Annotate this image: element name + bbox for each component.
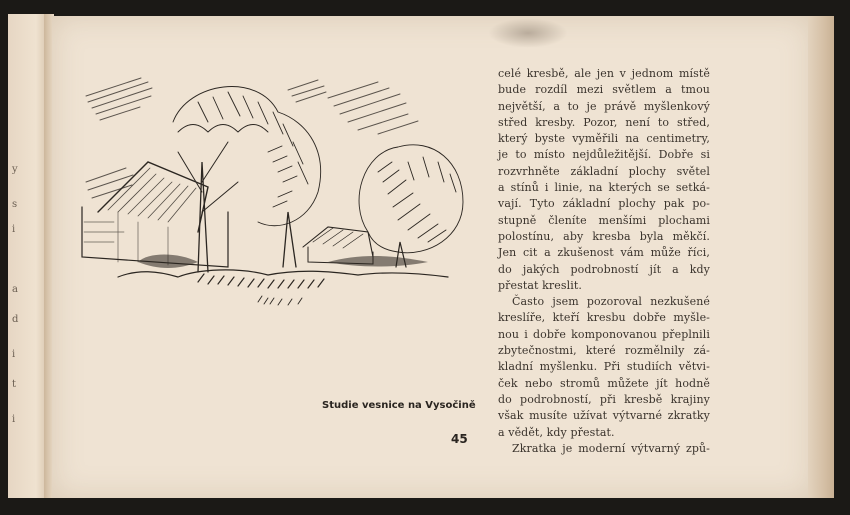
text-line: ček nebo stromů můžete jít hodně (498, 376, 710, 390)
text-line: zbytečnostmi, které rozmělnily zá- (498, 344, 710, 358)
page-number: 45 (451, 432, 468, 446)
page-stack-edge (808, 16, 834, 498)
text-line: celé kresbě, ale jen v jednom místě (498, 67, 710, 80)
text-line: kreslíře, kteří kresbu dobře myšle- (498, 311, 710, 325)
text-line: a vědět, kdy přestat. (498, 425, 615, 439)
body-text-column (498, 66, 710, 457)
text-line: rozvrhněte základní plochy světel (498, 164, 710, 178)
text-line: přestat kreslit. (498, 278, 582, 292)
text-line: stupně členíte menšími plochami (498, 213, 710, 227)
left-page-margin-glyphs (12, 14, 22, 498)
text-line: bude rozdíl mezi světlem a tmou (498, 83, 710, 97)
text-line: polostínu, aby kresba byla měkčí. (498, 229, 710, 243)
margin-glyph: s (12, 199, 18, 210)
text-line: který byste vyměřili na centimetry, (498, 132, 710, 146)
text-line: do jakých podrobností jít a kdy (498, 262, 710, 276)
margin-glyph: t (12, 379, 17, 390)
left-page-edge (8, 14, 48, 498)
text-line: je to místo nejdůležitější. Dobře si (498, 148, 710, 162)
text-line: nou i dobře komponovanou přeplnili (498, 327, 710, 341)
text-line: Zkratka je moderní výtvarný způ- (512, 441, 710, 455)
margin-glyph: i (12, 349, 16, 360)
text-line: střed kresby. Pozor, není to střed, (498, 115, 710, 129)
text-line: Často jsem pozoroval nezkušené (512, 295, 710, 309)
margin-glyph: d (12, 314, 19, 325)
text-line: největší, a to je právě myšlenkový (498, 99, 710, 113)
text-line: však musíte užívat výtvarné zkratky (498, 409, 710, 423)
village-sketch-illustration (78, 62, 470, 312)
text-line: do podrobností, při kresbě krajiny (498, 392, 710, 406)
text-line: Jen cit a zkušenost vám může říci, (498, 246, 710, 260)
paper-stain (488, 18, 568, 48)
text-line: a stínů i linie, na kterých se setká- (498, 181, 710, 195)
text-line: vají. Tyto základní plochy pak po- (498, 197, 710, 211)
illustration-caption: Studie vesnice na Vysočině (322, 400, 476, 411)
margin-glyph: i (12, 224, 16, 235)
margin-glyph: i (12, 414, 16, 425)
margin-glyph: a (12, 284, 18, 295)
text-line: kladní myšlenku. Při studiích větvi- (498, 360, 710, 374)
margin-glyph: y (12, 164, 18, 175)
